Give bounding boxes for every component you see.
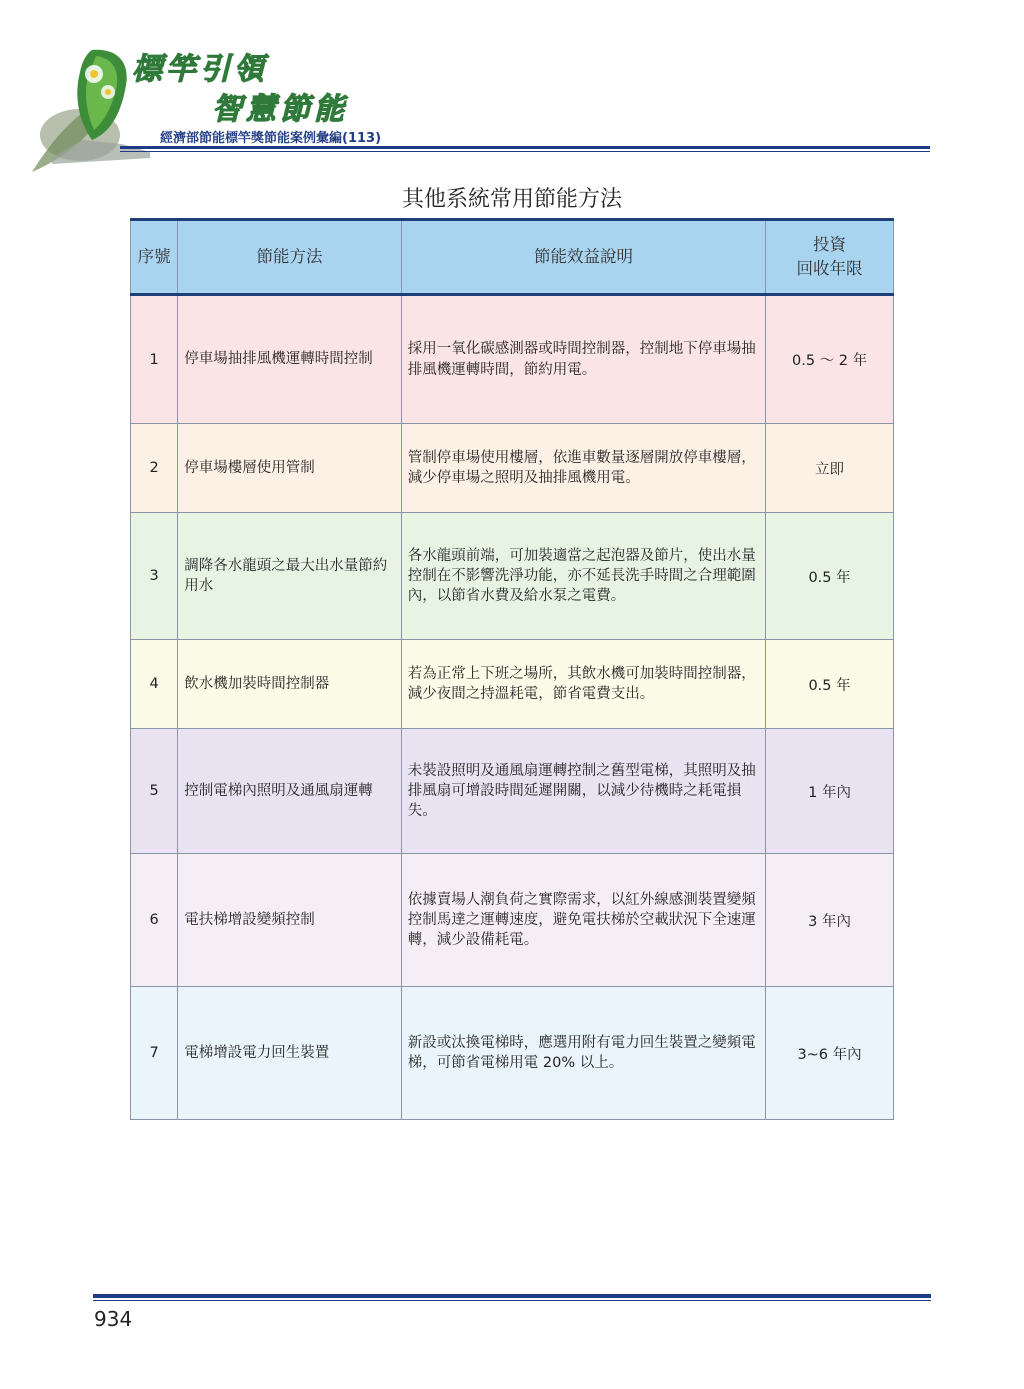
row-years: 3 年內 [766,854,894,987]
row-no: 6 [131,854,178,987]
row-no: 1 [131,295,178,424]
row-years: 0.5 年 [766,640,894,729]
page-title: 其他系統常用節能方法 [401,187,622,212]
row-method: 停車場樓層使用管制 [178,424,402,513]
page-header [0,0,1024,185]
row-method: 電梯增設電力回生裝置 [178,987,402,1120]
row-years: 0.5 年 [766,513,894,640]
row-no: 5 [131,729,178,854]
header-desc: 節能效益說明 [401,220,765,295]
header-years-line1: 投資 [813,235,847,255]
row-desc: 未裝設照明及通風扇運轉控制之舊型電梯，其照明及抽排風扇可增設時間延遲開關，以減少待機時之耗電損失。 [401,729,765,854]
slogan-line-2: 智慧節能 [212,92,348,127]
table-header-row [131,220,894,295]
header-years-line2: 回收年限 [796,259,863,278]
header-rule [120,146,930,149]
row-method: 電扶梯增設變頻控制 [178,854,402,987]
row-method: 調降各水龍頭之最大出水量節約用水 [178,513,402,640]
table-row [131,854,894,987]
publication-subtitle: 經濟部節能標竿獎節能案例彙編(113) [160,131,382,146]
table-row [131,513,894,640]
table-row [131,424,894,513]
header-rule-thin [120,151,930,152]
row-no: 3 [131,513,178,640]
table-row [131,987,894,1120]
table-row [131,729,894,854]
row-years: 3~6 年內 [766,987,894,1120]
row-method: 控制電梯內照明及通風扇運轉 [178,729,402,854]
slogan-line-1: 標竿引領 [132,52,268,87]
footer-rule-thin [93,1300,931,1301]
row-method: 停車場抽排風機運轉時間控制 [178,295,402,424]
row-no: 7 [131,987,178,1120]
header-no: 序號 [131,220,178,295]
row-desc: 若為正常上下班之場所，其飲水機可加裝時間控制器，減少夜間之持溫耗電，節省電費支出。 [401,640,765,729]
row-no: 2 [131,424,178,513]
header-years [766,220,894,295]
footer-rule [93,1294,931,1298]
header-method: 節能方法 [178,220,402,295]
table-row [131,295,894,424]
row-years: 0.5 ～ 2 年 [766,295,894,424]
row-desc: 依據賣場人潮負荷之實際需求，以紅外線感測裝置變頻控制馬達之運轉速度，避免電扶梯於空載狀況下全速運轉，減少設備耗電。 [401,854,765,987]
row-years: 1 年內 [766,729,894,854]
row-desc: 新設或汰換電梯時，應選用附有電力回生裝置之變頻電梯，可節省電梯用電 20% 以上。 [401,987,765,1120]
row-desc: 各水龍頭前端，可加裝適當之起泡器及節片，使出水量控制在不影響洗淨功能，亦不延長洗手時間之合理範圍內，以節省水費及給水泵之電費。 [401,513,765,640]
row-method: 飲水機加裝時間控制器 [178,640,402,729]
row-years: 立即 [766,424,894,513]
page-number: 934 [94,1307,133,1331]
table-row [131,640,894,729]
energy-saving-methods-table [130,218,894,1120]
row-no: 4 [131,640,178,729]
row-desc: 採用一氧化碳感測器或時間控制器，控制地下停車場抽排風機運轉時間，節約用電。 [401,295,765,424]
row-desc: 管制停車場使用樓層，依進車數量逐層開放停車樓層，減少停車場之照明及抽排風機用電。 [401,424,765,513]
